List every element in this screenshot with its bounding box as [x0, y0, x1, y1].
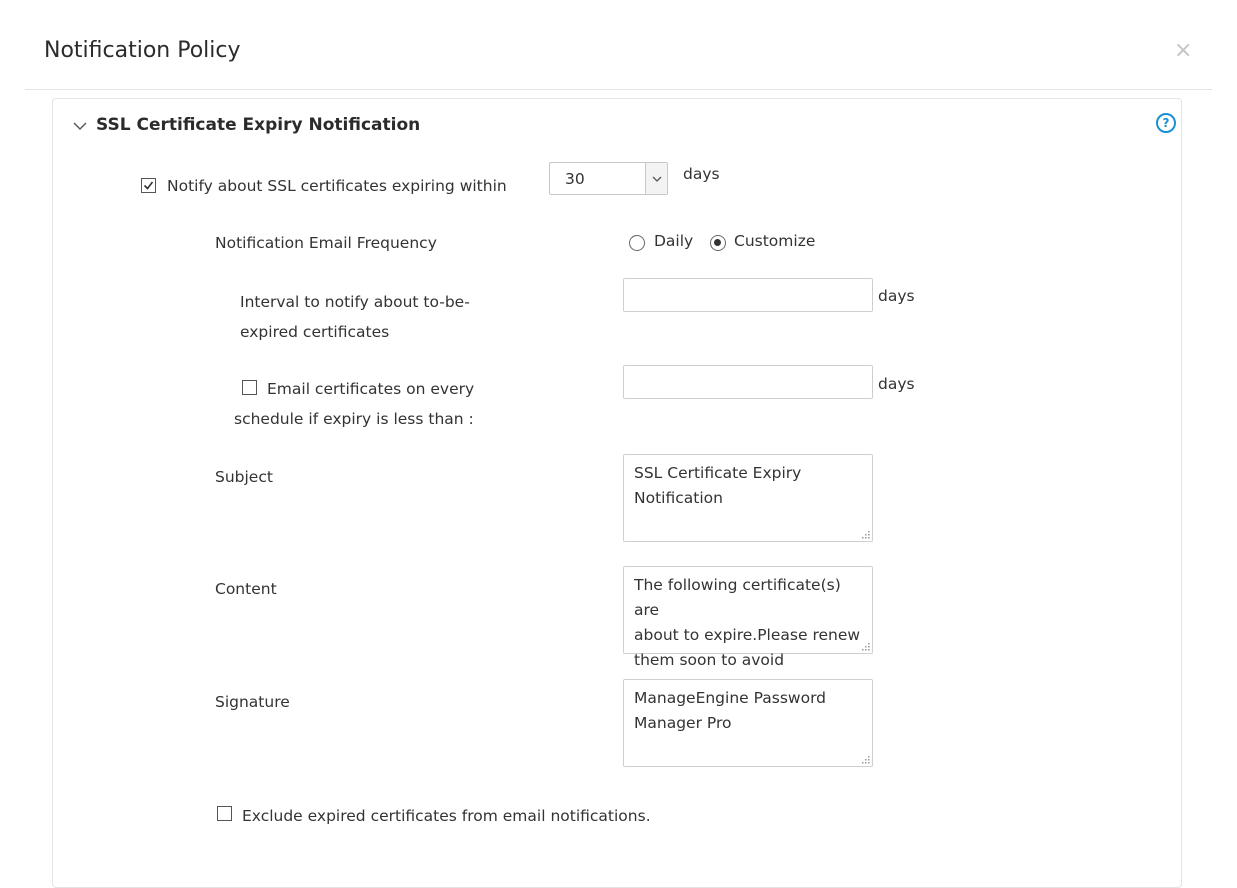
signature-line2: Manager Pro: [634, 714, 732, 732]
subject-line1: SSL Certificate Expiry: [634, 464, 802, 482]
radio-daily-label[interactable]: Daily: [654, 232, 694, 250]
interval-label-line1: Interval to notify about to-be-: [240, 293, 470, 311]
resize-grip-icon[interactable]: [860, 754, 870, 764]
interval-days-input[interactable]: [623, 278, 873, 312]
exclude-expired-checkbox[interactable]: [217, 806, 232, 821]
expiry-days-select[interactable]: [549, 162, 668, 195]
exclude-expired-label: Exclude expired certificates from email notifications.: [242, 807, 651, 825]
email-every-schedule-label-line1: Email certificates on every: [267, 380, 475, 398]
frequency-label: Notification Email Frequency: [215, 234, 437, 252]
radio-customize-label[interactable]: Customize: [734, 232, 816, 250]
email-every-schedule-checkbox[interactable]: [242, 380, 257, 395]
select-arrow: [645, 163, 667, 194]
radio-customize[interactable]: [710, 235, 726, 251]
interval-days-unit: days: [878, 287, 915, 305]
subject-textarea[interactable]: [623, 454, 873, 542]
content-line1: The following certificate(s) are: [634, 576, 841, 619]
radio-daily[interactable]: [629, 235, 645, 251]
chevron-down-icon: [646, 163, 668, 194]
notify-expiry-label: Notify about SSL certificates expiring within: [167, 177, 507, 195]
expiry-threshold-unit: days: [878, 375, 915, 393]
content-line2: about to expire.Please renew: [634, 626, 861, 644]
expiry-threshold-input[interactable]: [623, 365, 873, 399]
dialog-title: Notification Policy: [44, 38, 241, 63]
email-every-schedule-label-line2: schedule if expiry is less than :: [234, 410, 474, 428]
section-panel: [52, 98, 1182, 888]
resize-grip-icon[interactable]: [860, 529, 870, 539]
subject-label: Subject: [215, 468, 273, 486]
expiry-days-unit: days: [683, 165, 720, 183]
close-icon[interactable]: ×: [1174, 38, 1193, 63]
content-label: Content: [215, 580, 277, 598]
subject-line2: Notification: [634, 489, 723, 507]
checkmark-icon: [143, 180, 154, 191]
signature-textarea[interactable]: [623, 679, 873, 767]
help-icon[interactable]: ?: [1156, 113, 1176, 133]
header-divider: [25, 89, 1212, 90]
expiry-days-value: 30: [565, 170, 585, 188]
notify-expiry-checkbox[interactable]: [141, 178, 156, 193]
interval-label-line2: expired certificates: [240, 323, 390, 341]
signature-label: Signature: [215, 693, 290, 711]
interval-label: [240, 287, 470, 347]
chevron-down-icon[interactable]: [72, 118, 88, 134]
signature-line1: ManageEngine Password: [634, 689, 827, 707]
section-title[interactable]: SSL Certificate Expiry Notification: [96, 115, 421, 135]
content-line3: them soon to avoid: [634, 651, 785, 669]
content-textarea[interactable]: [623, 566, 873, 669]
resize-grip-icon[interactable]: [860, 641, 870, 651]
